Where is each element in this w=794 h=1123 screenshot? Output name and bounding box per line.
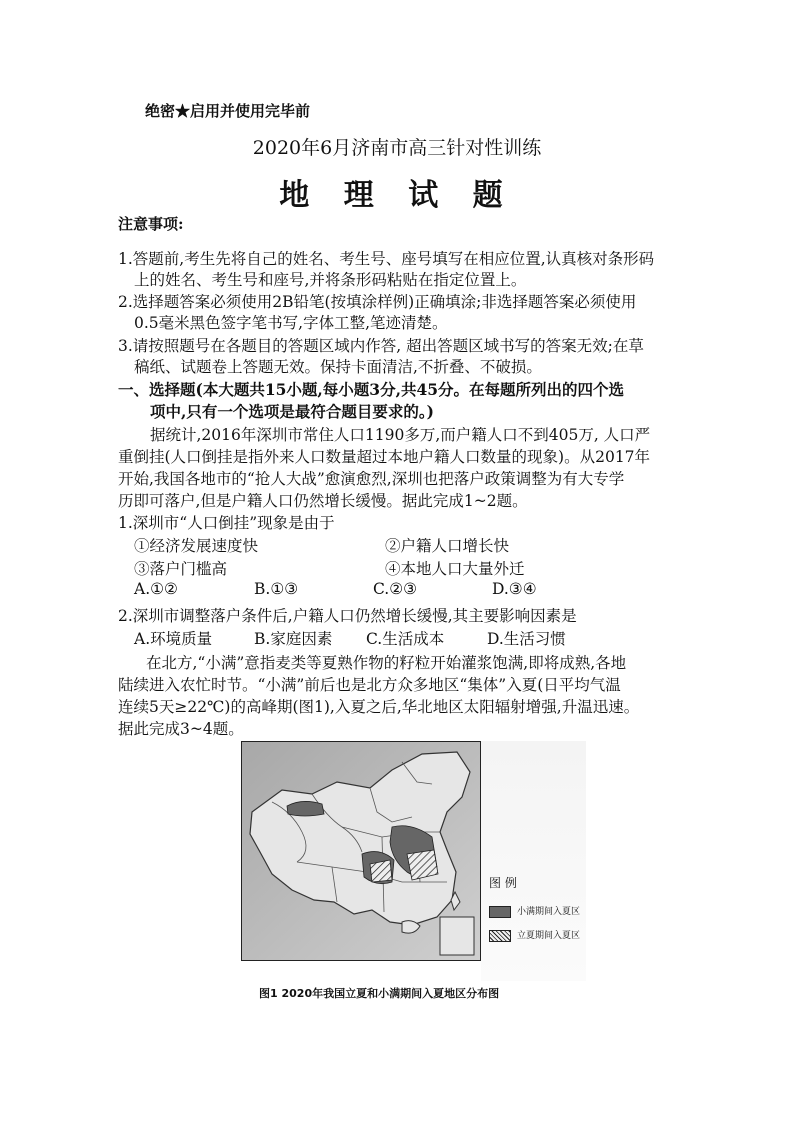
notice-heading: 注意事项:: [118, 215, 184, 233]
legend-swatch-solid: [489, 906, 511, 918]
question-2-stem: 2.深圳市调整落户条件后,户籍人口仍然增长缓慢,其主要影响因素是: [118, 607, 577, 625]
question-2-option-d: D.生活习惯: [487, 630, 566, 648]
notice-item-3-line-2: 稿纸、试题卷上答题无效。保持卡面清洁,不折叠、不破损。: [134, 358, 542, 376]
question-2-option-a: A.环境质量: [134, 630, 213, 648]
question-2-option-b: B.家庭因素: [254, 630, 333, 648]
question-1-item-1: ①经济发展速度快: [134, 537, 259, 555]
figure-caption: 图1 2020年我国立夏和小满期间入夏地区分布图: [259, 987, 500, 1000]
passage-2-line-3: 连续5天≥22℃)的高峰期(图1),入夏之后,华北地区太阳辐射增强,升温迅速。: [118, 698, 640, 716]
china-map: [241, 741, 481, 961]
notice-item-3-line-1: 3.请按照题号在各题目的答题区域内作答, 超出答题区域书写的答案无效;在草: [118, 337, 644, 355]
notice-item-1-line-2: 上的姓名、考生号和座号,并将条形码粘贴在指定位置上。: [134, 271, 527, 289]
passage-1-line-1: 据统计,2016年深圳市常住人口1190多万,而户籍人口不到405万, 人口严: [150, 426, 651, 444]
legend-label-xiaoman: 小满期间入夏区: [517, 907, 581, 917]
notice-item-2-line-1: 2.选择题答案必须使用2B铅笔(按填涂样例)正确填涂;非选择题答案必须使用: [118, 293, 637, 311]
section-1-heading-line-1: 一、选择题(本大题共15小题,每小题3分,共45分。在每题所列出的四个选: [118, 380, 625, 399]
question-1-option-b: B.①③: [254, 580, 299, 598]
passage-2-line-2: 陆续进入农忙时节。“小满”前后也是北方众多地区“集体”入夏(日平均气温: [118, 676, 621, 694]
legend-swatch-hatched: [489, 930, 511, 942]
question-1-item-3: ③落户门槛高: [134, 560, 228, 578]
section-1-heading-line-2: 项中,只有一个选项是最符合题目要求的。): [150, 402, 434, 421]
notice-item-2-line-2: 0.5毫米黑色签字笔书写,字体工整,笔迹清楚。: [134, 314, 448, 332]
figure-1: [241, 741, 586, 1003]
scan-margin: [481, 741, 586, 981]
question-1-stem: 1.深圳市“人口倒挂”现象是由于: [118, 514, 335, 532]
passage-1-line-2: 重倒挂(人口倒挂是指外来人口数量超过本地户籍人口数量的现象)。从2017年: [118, 448, 651, 466]
secret-mark: 绝密★启用并使用完毕前: [145, 102, 311, 120]
notice-item-1-line-1: 1.答题前,考生先将自己的姓名、考生号、座号填写在相应位置,认真核对条形码: [118, 250, 655, 268]
legend-label-lixia: 立夏期间入夏区: [517, 931, 581, 941]
exam-title: 地 理 试 题: [279, 178, 515, 213]
question-1-option-a: A.①②: [134, 580, 178, 598]
china-map-graphic: [242, 742, 480, 960]
legend-item-xiaoman: [489, 904, 580, 918]
question-1-option-d: D.③④: [492, 580, 537, 598]
legend-item-lixia: [489, 928, 580, 942]
passage-2-line-4: 据此完成3~4题。: [118, 720, 244, 738]
legend-title: 图 例: [489, 876, 517, 890]
passage-2-line-1: 在北方,“小满”意指麦类等夏熟作物的籽粒开始灌浆饱满,即将成熟,各地: [146, 654, 627, 672]
question-2-option-c: C.生活成本: [366, 630, 445, 648]
question-1-item-2: ②户籍人口增长快: [385, 537, 510, 555]
question-1-option-c: C.②③: [373, 580, 418, 598]
passage-1-line-4: 历即可落户,但是户籍人口仍然增长缓慢。据此完成1~2题。: [118, 492, 528, 510]
exam-subtitle: 2020年6月济南市高三针对性训练: [252, 137, 542, 159]
question-1-item-4: ④本地人口大量外迁: [385, 560, 525, 578]
passage-1-line-3: 开始,我国各地市的“抢人大战”愈演愈烈,深圳也把落户政策调整为有大专学: [118, 470, 625, 488]
